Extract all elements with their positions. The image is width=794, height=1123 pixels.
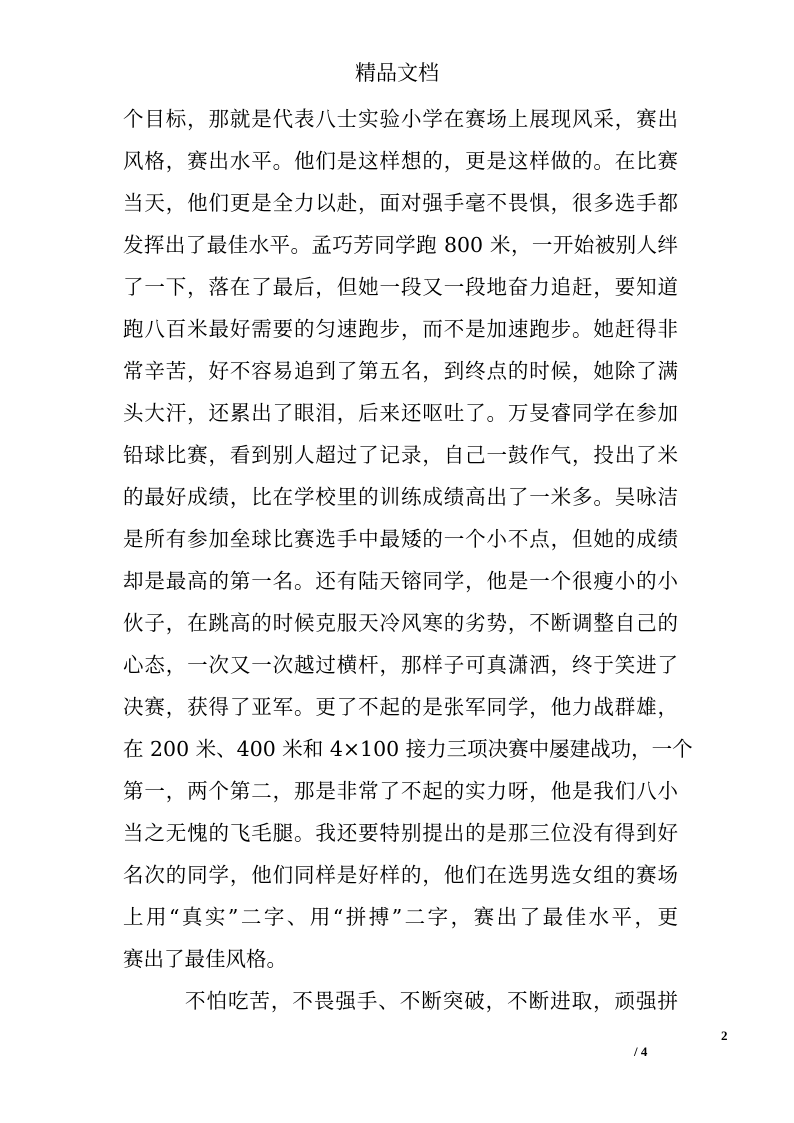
text-line: 名次的同学，他们同样是好样的，他们在选男选女组的赛场 bbox=[123, 863, 678, 887]
text-line: 在 200 米、400 米和 4×100 接力三项决赛中屡建战功，一个 bbox=[123, 737, 693, 761]
text-line: 发挥出了最佳水平。孟巧芳同学跑 800 米，一开始被别人绊 bbox=[123, 233, 678, 257]
page-number: 2 bbox=[721, 1028, 728, 1043]
text-line: 当之无愧的飞毛腿。我还要特别提出的是那三位没有得到好 bbox=[123, 821, 678, 845]
paragraph bbox=[123, 98, 693, 980]
text-line: 了一下，落在了最后，但她一段又一段地奋力追赶，要知道 bbox=[123, 275, 678, 299]
text-line: 风格，赛出水平。他们是这样想的，更是这样做的。在比赛 bbox=[123, 149, 678, 173]
text-line: 上用“真实”二字、用“拼搏”二字，赛出了最佳水平，更 bbox=[123, 905, 678, 929]
text-line: 是所有参加垒球比赛选手中最矮的一个小不点，但她的成绩 bbox=[123, 527, 678, 551]
paragraph bbox=[123, 980, 678, 1022]
text-line: 不怕吃苦，不畏强手、不断突破，不断进取，顽强拼 bbox=[185, 989, 678, 1013]
page-total: / 4 bbox=[634, 1044, 648, 1059]
text-line: 铅球比赛，看到别人超过了记录，自己一鼓作气，投出了米 bbox=[123, 443, 678, 467]
text-line: 决赛，获得了亚军。更了不起的是张军同学，他力战群雄， bbox=[123, 695, 678, 719]
text-line: 第一，两个第二，那是非常了不起的实力呀，他是我们八小 bbox=[123, 779, 678, 803]
text-line: 的最好成绩，比在学校里的训练成绩高出了一米多。吴咏洁 bbox=[123, 485, 678, 509]
text-line: 常辛苦，好不容易追到了第五名，到终点的时候，她除了满 bbox=[123, 359, 678, 383]
text-line: 当天，他们更是全力以赴，面对强手毫不畏惧，很多选手都 bbox=[123, 191, 678, 215]
text-line: 却是最高的第一名。还有陆天镕同学，他是一个很瘦小的小 bbox=[123, 569, 678, 593]
document-header: 精品文档 bbox=[355, 61, 439, 85]
text-line: 赛出了最佳风格。 bbox=[123, 947, 287, 971]
text-line: 头大汗，还累出了眼泪，后来还呕吐了。万旻睿同学在参加 bbox=[123, 401, 678, 425]
text-line: 心态，一次又一次越过横杆，那样子可真潇洒，终于笑进了 bbox=[123, 653, 678, 677]
text-line: 伙子，在跳高的时候克服天冷风寒的劣势，不断调整自己的 bbox=[123, 611, 678, 635]
text-line: 个目标，那就是代表八士实验小学在赛场上展现风采，赛出 bbox=[123, 107, 678, 131]
text-line: 跑八百米最好需要的匀速跑步，而不是加速跑步。她赶得非 bbox=[123, 317, 678, 341]
document-body bbox=[123, 98, 693, 1022]
